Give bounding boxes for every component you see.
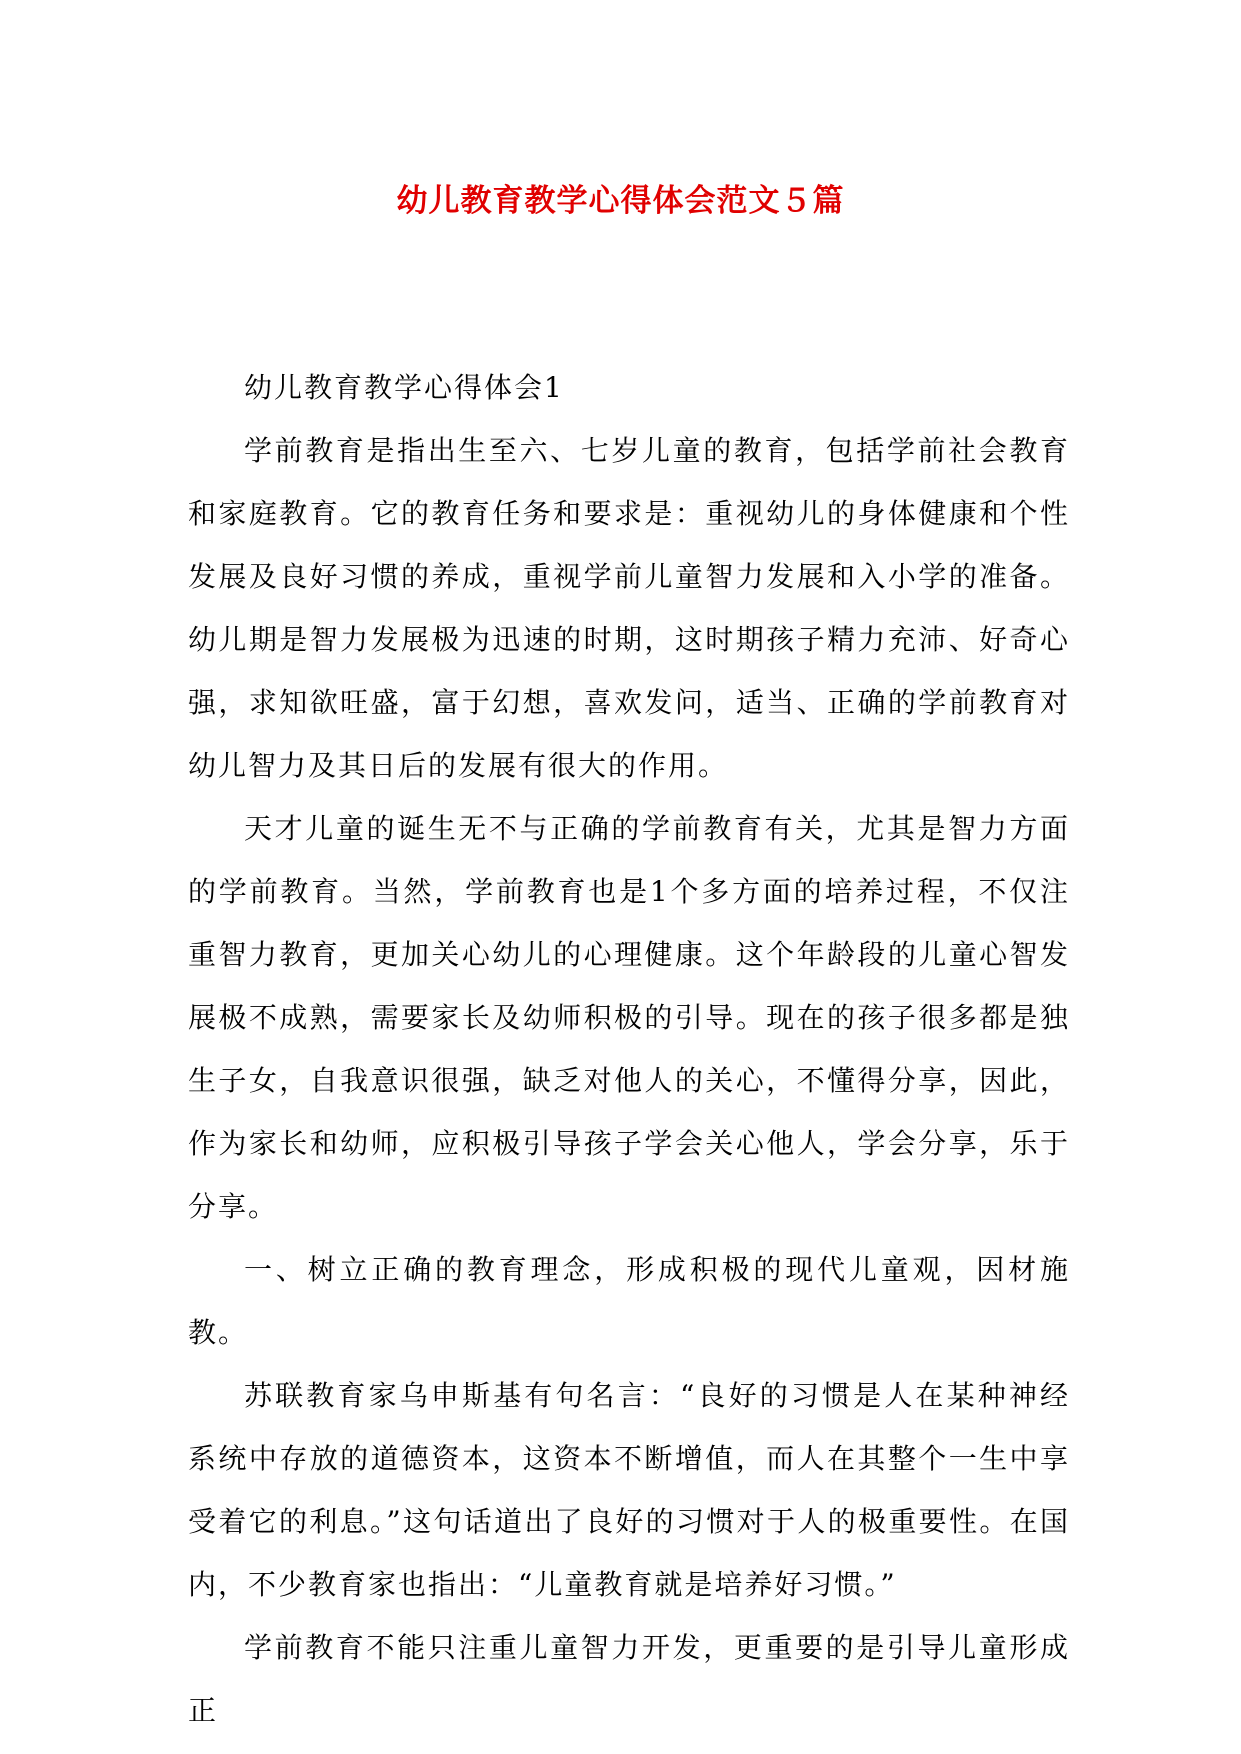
paragraph: 一、树立正确的教育理念，形成积极的现代儿童观，因材施教。 xyxy=(188,1253,1070,1349)
section-heading: 幼儿教育教学心得体会1 xyxy=(244,371,564,404)
paragraph: 苏联教育家乌申斯基有句名言：“良好的习惯是人在某种神经系统中存放的道德资本，这资本不断增值，而人在其整个一生中享受着它的利息。”这句话道出了良好的习惯对于人的极重要性。在国内，不少教育家也指出：“儿童教育就是培养好习惯。” xyxy=(188,1379,1070,1601)
paragraph: 学前教育是指出生至六、七岁儿童的教育，包括学前社会教育和家庭教育。它的教育任务和要求是：重视幼儿的身体健康和个性发展及良好习惯的养成，重视学前儿童智力发展和入小学的准备。幼儿期是智力发展极为迅速的时期，这时期孩子精力充沛、好奇心强，求知欲旺盛，富于幻想，喜欢发问，适当、正确的学前教育对幼儿智力及其日后的发展有很大的作用。 xyxy=(188,434,1070,782)
document-title: 幼儿教育教学心得体会范文５篇 xyxy=(396,182,845,219)
paragraph: 学前教育不能只注重儿童智力开发，更重要的是引导儿童形成正 xyxy=(188,1631,1070,1727)
document-body xyxy=(188,356,1070,1742)
paragraph: 天才儿童的诞生无不与正确的学前教育有关，尤其是智力方面的学前教育。当然，学前教育也是1个多方面的培养过程，不仅注重智力教育，更加关心幼儿的心理健康。这个年龄段的儿童心智发展极不成熟，需要家长及幼师积极的引导。现在的孩子很多都是独生子女，自我意识很强，缺乏对他人的关心，不懂得分享，因此，作为家长和幼师，应积极引导孩子学会关心他人，学会分享，乐于分享。 xyxy=(188,812,1070,1223)
